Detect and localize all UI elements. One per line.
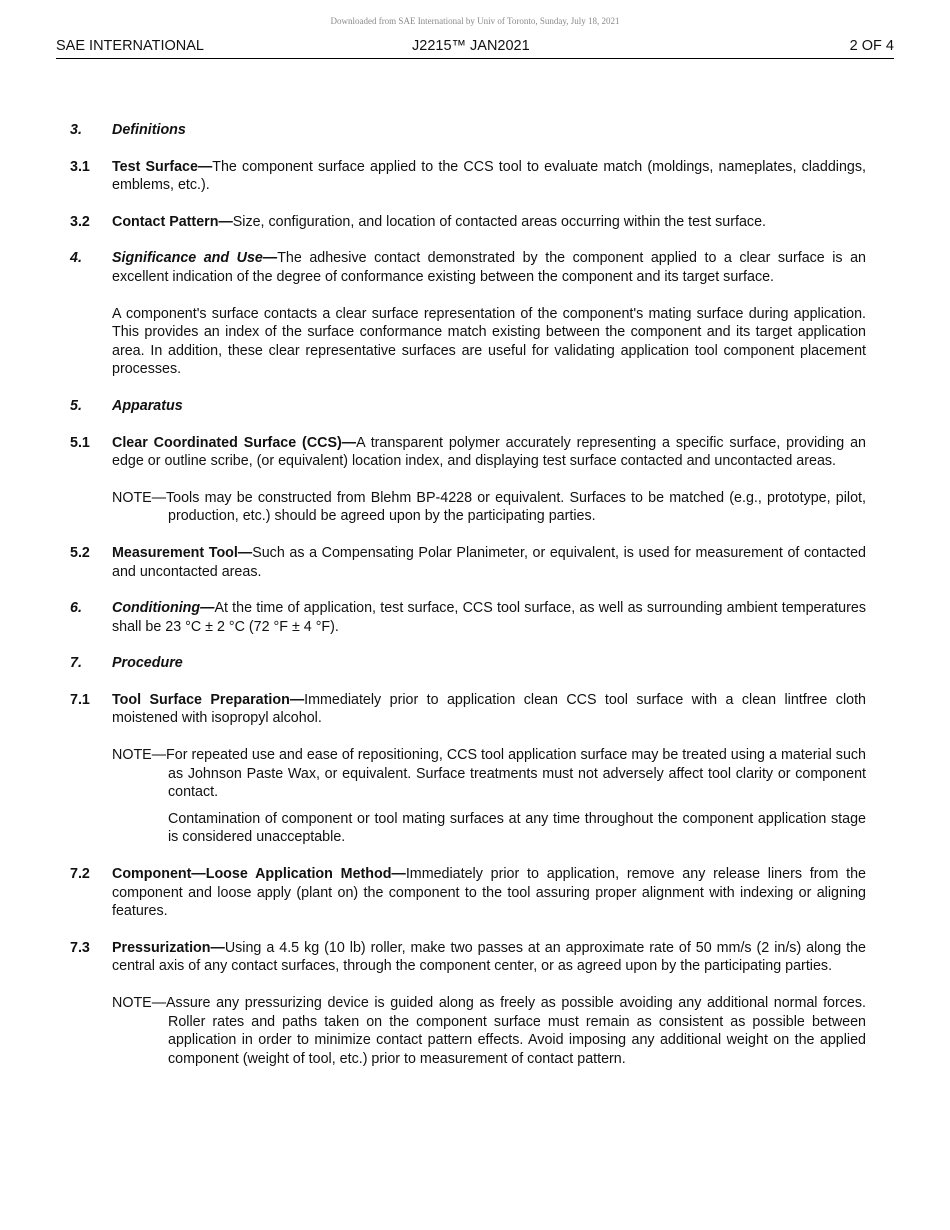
- page-header: [56, 38, 894, 59]
- download-watermark: Downloaded from SAE International by Univ of Toronto, Sunday, July 18, 2021: [330, 16, 620, 26]
- section-3-1: [70, 158, 866, 195]
- section-6: [70, 599, 866, 636]
- section-5: [70, 397, 866, 416]
- section-number: 3.: [70, 122, 82, 138]
- section-body: Using a 4.5 kg (10 lb) roller, make two passes at an approximate rate of 50 mm/s (2 in/s) along the central axis of any contact surfaces, through the component center, or as agreed upon by the participating parties.: [112, 939, 866, 975]
- section-term: Contact Pattern—: [112, 213, 233, 230]
- section-body: At the time of application, test surface, CCS tool surface, as well as surrounding ambient temperatures shall be 23 °C ± 2 °C (72 °F ± 4 °F).: [112, 600, 866, 635]
- section-7-1-note-paragraph: Contamination of component or tool mating surfaces at any time throughout the component application stage is considered unacceptable.: [168, 810, 866, 846]
- section-7-3-note: NOTE—Assure any pressurizing device is guided along as freely as possible avoiding any additional normal forces. Roller rates and paths taken on the component surface must remain as consistent as possible between application in order to minimize contact pattern effects. Avoid imposing any additional weight on the applied component (weight of tool, etc.) prior to measurement of contact pattern.: [112, 995, 866, 1067]
- section-number: 5.: [70, 397, 82, 414]
- section-text: [112, 434, 866, 471]
- section-term: Clear Coordinated Surface (CCS)—: [112, 434, 357, 451]
- section-text: [112, 691, 866, 728]
- section-term: Measurement Tool—: [112, 544, 253, 561]
- section-3-2: [70, 213, 866, 232]
- section-5-1: [70, 434, 866, 471]
- section-body: Such as a Compensating Polar Planimeter, or equivalent, is used for measurement of contacted and uncontacted areas.: [112, 544, 866, 580]
- section-7-3: [70, 939, 866, 976]
- section-5-2: [70, 544, 866, 581]
- section-7-1: [70, 691, 866, 728]
- section-term: Conditioning—: [112, 600, 215, 617]
- section-term: Test Surface—: [112, 158, 213, 175]
- section-5-1-note: NOTE—Tools may be constructed from Blehm BP-4228 or equivalent. Surfaces to be matched (e.g., prototype, pilot, production, etc.) should be agreed upon by the participating parties.: [112, 489, 866, 525]
- section-number: 3.1: [70, 158, 90, 175]
- section-number: 6.: [70, 600, 82, 617]
- section-term: Significance and Use—: [112, 250, 278, 267]
- header-page-number: 2 OF 4: [849, 38, 894, 54]
- section-number: 7.3: [70, 939, 90, 956]
- section-text: [112, 865, 866, 921]
- section-text: [112, 249, 866, 286]
- section-text: [112, 599, 866, 636]
- section-7-2: [70, 865, 866, 921]
- header-document-id: J2215™ JAN2021: [412, 38, 530, 54]
- section-body: Immediately prior to application, remove any release liners from the component and loose apply (plant on) the component to the tool assuring proper alignment with indexing or aligning features.: [112, 866, 867, 920]
- section-number: 7.1: [70, 691, 90, 708]
- section-text: [112, 939, 866, 976]
- section-3: [70, 121, 866, 140]
- section-body: Size, configuration, and location of contacted areas occurring within the test surface.: [232, 213, 767, 230]
- section-number: 4.: [70, 250, 82, 267]
- section-body: The adhesive contact demonstrated by the component applied to a clear surface is an excellent indication of the degree of conformance existing between the component and its target surface.: [112, 250, 866, 285]
- document-body: [70, 121, 866, 1086]
- header-organization: SAE INTERNATIONAL: [56, 38, 204, 54]
- section-text: [112, 213, 866, 232]
- section-body: Immediately prior to application clean CCS tool surface with a clean lintfree cloth moistened with isopropyl alcohol.: [112, 691, 866, 727]
- section-number: 7.: [70, 655, 82, 672]
- section-term: Pressurization—: [112, 939, 225, 956]
- section-number: 5.2: [70, 544, 90, 561]
- section-4: [70, 249, 866, 286]
- section-7-1-note: NOTE—For repeated use and ease of repositioning, CCS tool application surface may be treated using a material such as Johnson Paste Wax, or equivalent. Surface treatments must not adversely affect tool clarity or component contact.: [112, 747, 866, 801]
- section-title: Procedure: [112, 655, 183, 672]
- section-title: Apparatus: [112, 397, 183, 414]
- section-body: A transparent polymer accurately representing a specific surface, providing an edge or outline scribe, (or equivalent) location index, and displaying test surface contacted and uncontacted areas.: [112, 434, 866, 470]
- section-4-paragraph: A component's surface contacts a clear surface representation of the component's mating surface during application. This provides an index of the surface conformance match existing between the component and its target application area. In addition, these clear representative surfaces are useful for validating application tool component placement processes.: [112, 305, 866, 378]
- section-body: The component surface applied to the CCS tool to evaluate match (moldings, nameplates, claddings, emblems, etc.).: [112, 158, 866, 194]
- section-term: Tool Surface Preparation—: [112, 691, 305, 708]
- section-title: Definitions: [112, 122, 186, 138]
- section-term: Component—Loose Application Method—: [112, 866, 406, 883]
- section-text: [112, 158, 866, 195]
- section-text: [112, 544, 866, 581]
- section-number: 5.1: [70, 434, 90, 451]
- section-number: 7.2: [70, 866, 90, 883]
- section-number: 3.2: [70, 213, 90, 230]
- section-7: [70, 654, 866, 673]
